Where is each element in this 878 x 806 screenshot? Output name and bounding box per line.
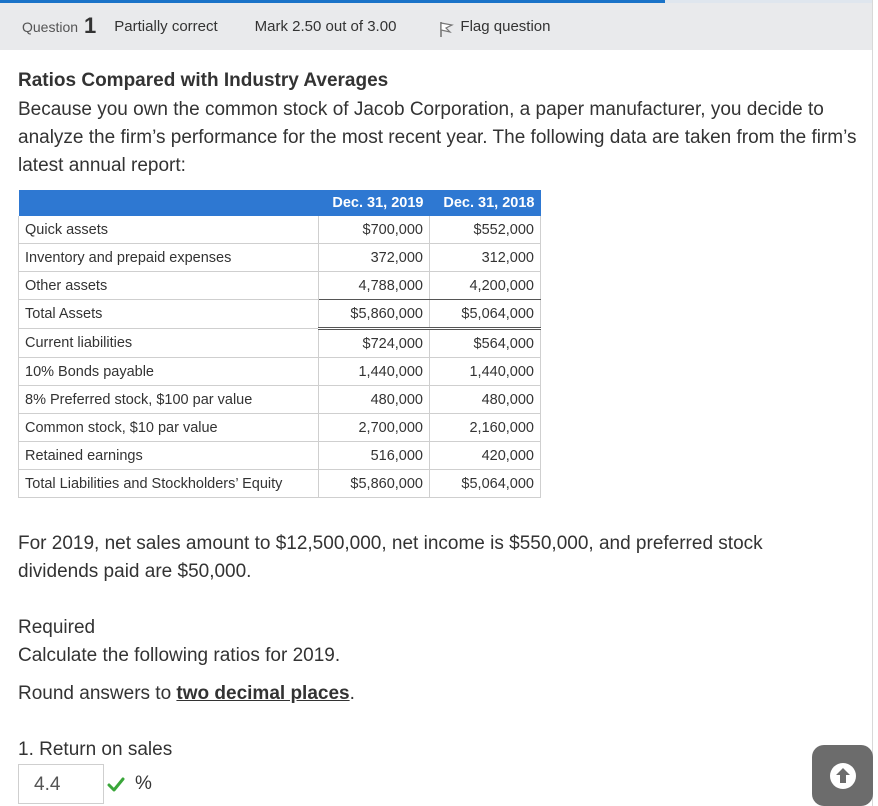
question-mark: Mark 2.50 out of 3.00 — [254, 18, 397, 35]
row-label: Quick assets — [19, 216, 319, 244]
table-row — [19, 442, 541, 470]
question-info-bar — [0, 3, 872, 50]
row-label: Inventory and prepaid expenses — [19, 244, 319, 272]
row-value-2018: 4,200,000 — [430, 272, 541, 300]
sales-statement: For 2019, net sales amount to $12,500,000, net income is $550,000, and preferred stock dividends paid are $50,000. — [18, 533, 763, 582]
table-header-2019: Dec. 31, 2019 — [319, 190, 430, 216]
rounding-link[interactable]: two decimal places — [176, 683, 350, 704]
table-row-total — [19, 300, 541, 329]
row-value-2019: 480,000 — [319, 386, 430, 414]
rounding-prefix: Round answers to — [18, 683, 177, 704]
question-followup — [18, 530, 838, 764]
table-row — [19, 329, 541, 358]
problem-intro: Because you own the common stock of Jacob Corporation, a paper manufacturer, you decide to analyze the firm’s performance for the most recent year. The following data are taken from the firm’s latest annual report: — [18, 99, 857, 176]
answer-row — [18, 764, 152, 804]
row-value-2019: $5,860,000 — [319, 300, 430, 329]
question-label: Question — [22, 18, 79, 35]
table-row — [19, 216, 541, 244]
table-row — [19, 244, 541, 272]
table-header-label — [19, 190, 319, 216]
question-content — [18, 66, 858, 180]
row-value-2018: 420,000 — [430, 442, 541, 470]
row-value-2019: 1,440,000 — [319, 358, 430, 386]
table-row — [19, 358, 541, 386]
table-header-2018: Dec. 31, 2018 — [430, 190, 541, 216]
row-value-2019: $724,000 — [319, 329, 430, 358]
table-row — [19, 386, 541, 414]
content-border — [872, 0, 873, 806]
row-label: Common stock, $10 par value — [19, 414, 319, 442]
item-label: 1. Return on sales — [18, 739, 173, 760]
table-row-total — [19, 470, 541, 498]
flag-icon — [438, 20, 454, 38]
row-label: Total Liabilities and Stockholders’ Equity — [19, 470, 319, 498]
row-value-2018: 480,000 — [430, 386, 541, 414]
row-value-2018: 2,160,000 — [430, 414, 541, 442]
row-value-2018: $5,064,000 — [430, 300, 541, 329]
check-icon — [107, 776, 125, 792]
row-value-2018: $552,000 — [430, 216, 541, 244]
flag-question-button[interactable] — [438, 18, 550, 36]
row-label: Other assets — [19, 272, 319, 300]
row-value-2018: $564,000 — [430, 329, 541, 358]
row-value-2018: 312,000 — [430, 244, 541, 272]
question-number: 1 — [84, 12, 97, 38]
row-label: Current liabilities — [19, 329, 319, 358]
flag-question-label: Flag question — [460, 18, 551, 35]
row-label: Total Assets — [19, 300, 319, 329]
balance-sheet-table — [18, 190, 541, 498]
row-value-2019: 4,788,000 — [319, 272, 430, 300]
problem-title: Ratios Compared with Industry Averages — [18, 70, 389, 91]
row-label: 10% Bonds payable — [19, 358, 319, 386]
row-value-2019: $700,000 — [319, 216, 430, 244]
row-value-2019: 2,700,000 — [319, 414, 430, 442]
table-header-row — [19, 190, 541, 216]
required-heading: Required — [18, 617, 96, 638]
row-value-2019: $5,860,000 — [319, 470, 430, 498]
rounding-note — [18, 680, 838, 708]
row-label: 8% Preferred stock, $100 par value — [19, 386, 319, 414]
row-value-2018: $5,064,000 — [430, 470, 541, 498]
table-row — [19, 414, 541, 442]
arrow-up-icon — [829, 762, 857, 790]
row-label: Retained earnings — [19, 442, 319, 470]
table-row — [19, 272, 541, 300]
question-state: Partially correct — [114, 18, 218, 35]
instruction-text: Calculate the following ratios for 2019. — [18, 645, 341, 666]
unit-label: % — [135, 773, 152, 794]
rounding-suffix: . — [349, 683, 355, 704]
row-value-2019: 516,000 — [319, 442, 430, 470]
scroll-to-top-button[interactable] — [812, 745, 873, 806]
row-value-2019: 372,000 — [319, 244, 430, 272]
return-on-sales-input[interactable]: 4.4 — [18, 764, 104, 804]
row-value-2018: 1,440,000 — [430, 358, 541, 386]
